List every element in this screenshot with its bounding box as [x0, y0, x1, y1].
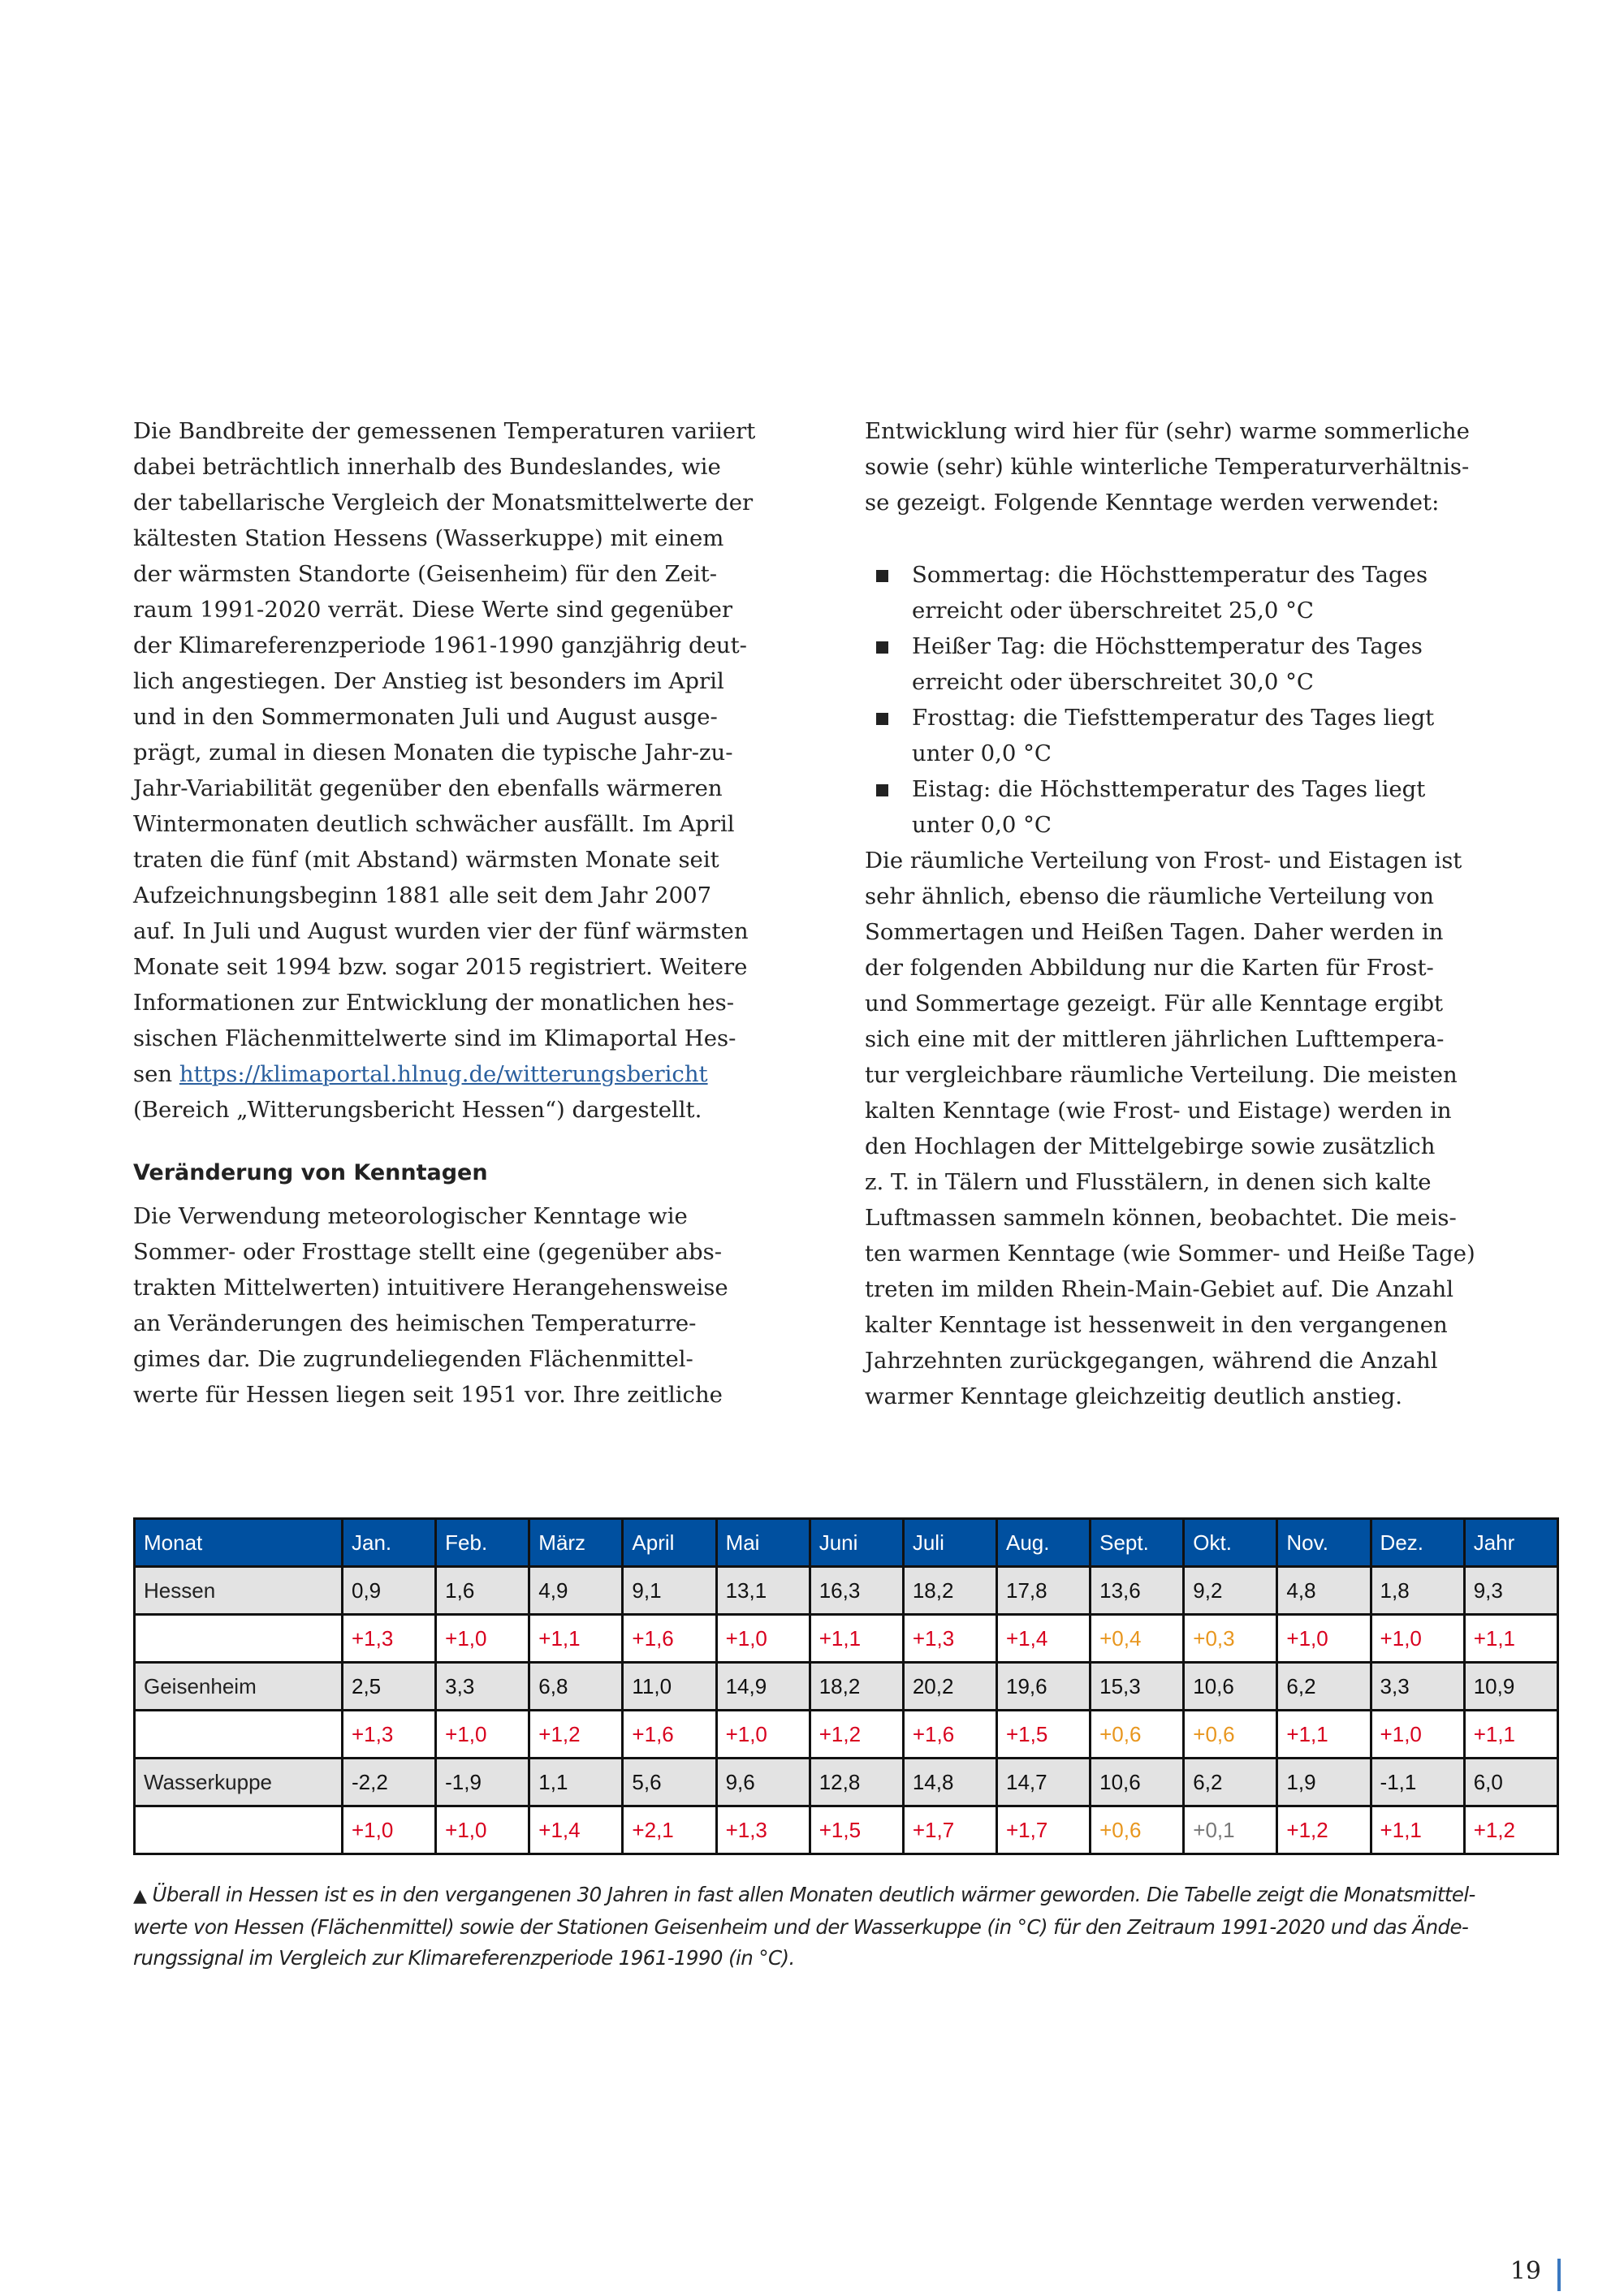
bullet-text-line: Heißer Tag: die Höchsttemperatur des Tages — [912, 633, 1423, 659]
mean-temperature-cell: 16,3 — [810, 1567, 903, 1615]
bullet-text-line: erreicht oder überschreitet 25,0 °C — [912, 598, 1314, 624]
text-line: der tabellarische Vergleich der Monatsmittelwerte der — [133, 490, 754, 516]
mean-temperature-cell: 6,2 — [1277, 1663, 1371, 1711]
text-line: Die räumliche Verteilung von Frost- und Eistagen ist — [865, 848, 1462, 874]
bullet-item — [865, 700, 1555, 771]
text-line: sehr ähnlich, ebenso die räumliche Verteilung von — [865, 883, 1434, 909]
header-month-label: Monat — [135, 1519, 343, 1567]
mean-temperature-cell: 15,3 — [1091, 1663, 1184, 1711]
text-line: sowie (sehr) kühle winterliche Temperaturverhältnis- — [865, 454, 1470, 480]
mean-temperature-cell: 1,8 — [1371, 1567, 1464, 1615]
mean-temperature-cell: 10,9 — [1464, 1663, 1557, 1711]
bullet-text-line: Sommertag: die Höchsttemperatur des Tages — [912, 562, 1428, 588]
change-signal-cell: +1,0 — [1277, 1615, 1371, 1663]
mean-temperature-cell: 17,8 — [996, 1567, 1090, 1615]
table-header-row — [135, 1519, 1558, 1567]
change-signal-cell: +1,0 — [436, 1615, 529, 1663]
change-signal-cell: +1,3 — [343, 1711, 436, 1759]
text-line: tur vergleichbare räumliche Verteilung. Die meisten — [865, 1062, 1458, 1088]
square-bullet-icon — [876, 713, 888, 725]
header-month: Jan. — [343, 1519, 436, 1567]
change-signal-cell: +1,2 — [1277, 1806, 1371, 1854]
station-name: Wasserkuppe — [135, 1759, 343, 1806]
table-row-values — [135, 1567, 1558, 1615]
mean-temperature-cell: 14,7 — [996, 1759, 1090, 1806]
change-signal-cell: +0,4 — [1091, 1615, 1184, 1663]
mean-temperature-cell: 14,8 — [903, 1759, 996, 1806]
header-month: Nov. — [1277, 1519, 1371, 1567]
text-line: traten die fünf (mit Abstand) wärmsten Monate seit — [133, 847, 719, 873]
change-signal-cell: +1,0 — [716, 1615, 810, 1663]
text-line: (Bereich „Witterungsbericht Hessen“) dargestellt. — [133, 1097, 702, 1123]
text-line: Informationen zur Entwicklung der monatlichen hes- — [133, 990, 735, 1016]
change-signal-cell: +1,0 — [436, 1806, 529, 1854]
text-line: den Hochlagen der Mittelgebirge sowie zusätzlich — [865, 1133, 1436, 1159]
change-signal-cell: +1,0 — [436, 1711, 529, 1759]
header-month: Mai — [716, 1519, 810, 1567]
caption-line: rungssignal im Vergleich zur Klimareferenzperiode 1961-1990 (in °C). — [133, 1946, 795, 1970]
change-signal-cell: +0,6 — [1184, 1711, 1277, 1759]
text-line: se gezeigt. Folgende Kenntage werden verwendet: — [865, 490, 1440, 516]
header-month: Okt. — [1184, 1519, 1277, 1567]
mean-temperature-cell: 13,1 — [716, 1567, 810, 1615]
bullet-item — [865, 771, 1555, 843]
table-row-changes — [135, 1615, 1558, 1663]
link-prefix: sen — [133, 1061, 179, 1087]
text-line: Entwicklung wird hier für (sehr) warme sommerliche — [865, 418, 1470, 444]
change-signal-cell: +1,5 — [810, 1806, 903, 1854]
text-line: Monate seit 1994 bzw. sogar 2015 registriert. Weitere — [133, 954, 748, 980]
mean-temperature-cell: 20,2 — [903, 1663, 996, 1711]
mean-temperature-cell: 13,6 — [1091, 1567, 1184, 1615]
change-signal-cell: +1,7 — [903, 1806, 996, 1854]
table-row-changes — [135, 1806, 1558, 1854]
text-line: Sommer- oder Frosttage stellt eine (gegenüber abs- — [133, 1239, 723, 1265]
change-signal-cell: +1,6 — [903, 1711, 996, 1759]
caption-marker-icon: ▲ — [133, 1886, 147, 1906]
right-column — [865, 413, 1555, 1414]
mean-temperature-cell: 18,2 — [903, 1567, 996, 1615]
change-signal-cell: +1,2 — [529, 1711, 623, 1759]
header-month: Dez. — [1371, 1519, 1464, 1567]
text-line: raum 1991-2020 verrät. Diese Werte sind gegenüber — [133, 597, 733, 623]
mean-temperature-cell: 9,6 — [716, 1759, 810, 1806]
change-signal-cell: +1,6 — [623, 1711, 716, 1759]
header-month: Juli — [903, 1519, 996, 1567]
change-signal-cell: +1,2 — [1464, 1806, 1557, 1854]
mean-temperature-cell: 11,0 — [623, 1663, 716, 1711]
text-line: Aufzeichnungsbeginn 1881 alle seit dem Jahr 2007 — [133, 883, 712, 908]
mean-temperature-cell: 1,6 — [436, 1567, 529, 1615]
change-signal-cell: +1,3 — [343, 1615, 436, 1663]
left-column-paragraph-2 — [133, 1198, 831, 1413]
text-line: Jahrzehnten zurückgegangen, während die Anzahl — [865, 1348, 1438, 1374]
caption-line: Überall in Hessen ist es in den vergangenen 30 Jahren in fast allen Monaten deutlich wärmer geworden. Die Tabelle zeigt die Monatsmittel- — [152, 1883, 1475, 1906]
change-signal-cell: +1,3 — [903, 1615, 996, 1663]
text-line: sischen Flächenmittelwerte sind im Klimaportal Hes- — [133, 1025, 736, 1051]
text-line: werte für Hessen liegen seit 1951 vor. Ihre zeitliche — [133, 1382, 723, 1408]
change-signal-cell: +1,0 — [716, 1711, 810, 1759]
mean-temperature-cell: 19,6 — [996, 1663, 1090, 1711]
mean-temperature-cell: 3,3 — [436, 1663, 529, 1711]
mean-temperature-cell: 1,1 — [529, 1759, 623, 1806]
bullet-text-line: unter 0,0 °C — [912, 812, 1052, 838]
station-name: Geisenheim — [135, 1663, 343, 1711]
section-heading: Veränderung von Kenntagen — [133, 1160, 488, 1185]
change-signal-cell: +1,1 — [1371, 1806, 1464, 1854]
header-month: März — [529, 1519, 623, 1567]
mean-temperature-cell: 12,8 — [810, 1759, 903, 1806]
square-bullet-icon — [876, 784, 888, 796]
change-signal-cell: +0,6 — [1091, 1711, 1184, 1759]
change-signal-cell: +1,4 — [996, 1615, 1090, 1663]
table-row-values — [135, 1663, 1558, 1711]
mean-temperature-cell: 10,6 — [1091, 1759, 1184, 1806]
mean-temperature-cell: -1,1 — [1371, 1759, 1464, 1806]
bullet-text-line: Frosttag: die Tiefsttemperatur des Tages liegt — [912, 705, 1435, 731]
mean-temperature-cell: -2,2 — [343, 1759, 436, 1806]
change-signal-cell: +1,1 — [1464, 1615, 1557, 1663]
left-column-paragraph-1 — [133, 413, 831, 1128]
text-line: Die Bandbreite der gemessenen Temperaturen variiert — [133, 418, 756, 444]
text-line: Jahr-Variabilität gegenüber den ebenfalls wärmeren — [133, 775, 723, 801]
bullet-text-line: Eistag: die Höchsttemperatur des Tages liegt — [912, 776, 1426, 802]
change-signal-cell: +1,1 — [810, 1615, 903, 1663]
text-line: prägt, zumal in diesen Monaten die typische Jahr-zu- — [133, 740, 733, 766]
mean-temperature-cell: 5,6 — [623, 1759, 716, 1806]
text-line: gimes dar. Die zugrundeliegenden Flächenmittel- — [133, 1346, 693, 1372]
text-line: sich eine mit der mittleren jährlichen Lufttempera- — [865, 1026, 1445, 1052]
bullet-text-line: unter 0,0 °C — [912, 740, 1052, 766]
empty-cell — [135, 1806, 343, 1854]
change-signal-cell: +0,1 — [1184, 1806, 1277, 1854]
table-row-values — [135, 1759, 1558, 1806]
text-line: dabei beträchtlich innerhalb des Bundeslandes, wie — [133, 454, 721, 480]
change-signal-cell: +1,6 — [623, 1615, 716, 1663]
change-signal-cell: +1,0 — [343, 1806, 436, 1854]
mean-temperature-cell: 9,3 — [1464, 1567, 1557, 1615]
text-line: lich angestiegen. Der Anstieg ist besonders im April — [133, 668, 724, 694]
table-caption — [133, 1880, 1562, 1974]
mean-temperature-cell: 9,2 — [1184, 1567, 1277, 1615]
mean-temperature-cell: 2,5 — [343, 1663, 436, 1711]
text-line: Sommertagen und Heißen Tagen. Daher werden in — [865, 919, 1444, 945]
text-line: an Veränderungen des heimischen Temperaturre- — [133, 1310, 697, 1336]
text-line: treten im milden Rhein-Main-Gebiet auf. Die Anzahl — [865, 1276, 1454, 1302]
empty-cell — [135, 1711, 343, 1759]
text-line: Wintermonaten deutlich schwächer ausfällt. Im April — [133, 811, 735, 837]
change-signal-cell: +1,3 — [716, 1806, 810, 1854]
empty-cell — [135, 1615, 343, 1663]
mean-temperature-cell: 6,2 — [1184, 1759, 1277, 1806]
change-signal-cell: +0,6 — [1091, 1806, 1184, 1854]
square-bullet-icon — [876, 641, 888, 654]
table-row-changes — [135, 1711, 1558, 1759]
spacer — [865, 520, 1555, 557]
text-line: ten warmen Kenntage (wie Sommer- und Heiße Tage) — [865, 1241, 1475, 1267]
mean-temperature-cell: 0,9 — [343, 1567, 436, 1615]
mean-temperature-cell: 14,9 — [716, 1663, 810, 1711]
text-line: der wärmsten Standorte (Geisenheim) für den Zeit- — [133, 561, 718, 587]
text-line: der Klimareferenzperiode 1961-1990 ganzjährig deut- — [133, 632, 747, 658]
text-line: und Sommertage gezeigt. Für alle Kenntage ergibt — [865, 990, 1444, 1016]
mean-temperature-cell: 1,9 — [1277, 1759, 1371, 1806]
text-line: z. T. in Tälern und Flusstälern, in denen sich kalte — [865, 1169, 1432, 1195]
header-month: Juni — [810, 1519, 903, 1567]
mean-temperature-cell: 4,9 — [529, 1567, 623, 1615]
change-signal-cell: +1,4 — [529, 1806, 623, 1854]
square-bullet-icon — [876, 570, 888, 582]
change-signal-cell: +1,0 — [1371, 1615, 1464, 1663]
text-line: Die Verwendung meteorologischer Kenntage wie — [133, 1203, 688, 1229]
header-month: Jahr — [1464, 1519, 1557, 1567]
text-line: trakten Mittelwerten) intuitivere Herangehensweise — [133, 1275, 728, 1301]
change-signal-cell: +1,2 — [810, 1711, 903, 1759]
header-month: Sept. — [1091, 1519, 1184, 1567]
mean-temperature-cell: 6,8 — [529, 1663, 623, 1711]
mean-temperature-cell: 9,1 — [623, 1567, 716, 1615]
temperature-table — [133, 1517, 1559, 1855]
caption-line: werte von Hessen (Flächenmittel) sowie der Stationen Geisenheim und der Wasserkuppe (in °C) für den Zeitraum 1991-2020 und das Ände- — [133, 1915, 1469, 1939]
mean-temperature-cell: 6,0 — [1464, 1759, 1557, 1806]
mean-temperature-cell: -1,9 — [436, 1759, 529, 1806]
change-signal-cell: +1,1 — [1464, 1711, 1557, 1759]
text-line: auf. In Juli und August wurden vier der fünf wärmsten — [133, 918, 749, 944]
change-signal-cell: +1,1 — [529, 1615, 623, 1663]
text-line: Luftmassen sammeln können, beobachtet. Die meis- — [865, 1205, 1457, 1231]
text-line: warmer Kenntage gleichzeitig deutlich anstieg. — [865, 1383, 1402, 1409]
header-month: April — [623, 1519, 716, 1567]
change-signal-cell: +2,1 — [623, 1806, 716, 1854]
mean-temperature-cell: 3,3 — [1371, 1663, 1464, 1711]
mean-temperature-cell: 18,2 — [810, 1663, 903, 1711]
text-line-with-link — [133, 1056, 831, 1092]
bullet-text-line: erreicht oder überschreitet 30,0 °C — [912, 669, 1314, 695]
klimaportal-link[interactable]: https://klimaportal.hlnug.de/witterungsbericht — [179, 1061, 708, 1087]
text-line: und in den Sommermonaten Juli und August ausge- — [133, 704, 718, 730]
page-number-bar — [1557, 2259, 1561, 2291]
change-signal-cell: +1,5 — [996, 1711, 1090, 1759]
page-number: 19 — [1510, 2257, 1541, 2285]
header-month: Aug. — [996, 1519, 1090, 1567]
change-signal-cell: +0,3 — [1184, 1615, 1277, 1663]
text-line: kalter Kenntage ist hessenweit in den vergangenen — [865, 1312, 1448, 1338]
change-signal-cell: +1,0 — [1371, 1711, 1464, 1759]
mean-temperature-cell: 4,8 — [1277, 1567, 1371, 1615]
text-line: der folgenden Abbildung nur die Karten für Frost- — [865, 955, 1434, 981]
change-signal-cell: +1,7 — [996, 1806, 1090, 1854]
mean-temperature-cell: 10,6 — [1184, 1663, 1277, 1711]
text-line: kalten Kenntage (wie Frost- und Eistage) werden in — [865, 1098, 1452, 1124]
bullet-item — [865, 557, 1555, 628]
text-line: kältesten Station Hessens (Wasserkuppe) mit einem — [133, 525, 724, 551]
station-name: Hessen — [135, 1567, 343, 1615]
change-signal-cell: +1,1 — [1277, 1711, 1371, 1759]
bullet-item — [865, 628, 1555, 700]
header-month: Feb. — [436, 1519, 529, 1567]
